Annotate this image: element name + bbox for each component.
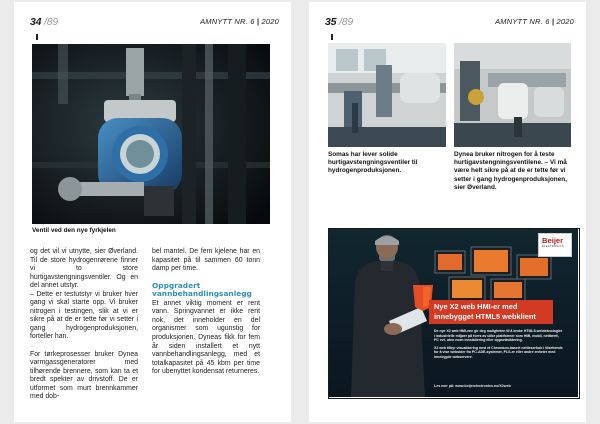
left-page-header: [30, 16, 279, 30]
text-column-1: [30, 248, 138, 402]
paragraph: Et annet viktig moment er rent vann. Springvannet er ikke rent nok, det inneholder en del organismer som ugunstig for produksjonen. Dyneas fikk for fem år siden installert et nytt vannbehandlingsanlegg, med et totalkapasitet på 45 kbm per time for ubenyttet kondensat returneres.: [152, 299, 260, 376]
header-rule: [331, 34, 333, 40]
ad-link[interactable]: Les mer på: www.beijerelectronics.no/X2web: [434, 384, 511, 388]
plant-photo-right: [454, 43, 571, 147]
text-column-2: [152, 248, 260, 377]
photo-caption-left: Somas har lever solide hurtigavstengningsventiler til hydrogenproduksjonen.: [328, 151, 418, 175]
photo-caption: Ventil ved den nye fyrkjelen: [32, 227, 116, 234]
photo-caption-right: Dynea bruker nitrogen for å teste hurtigavstengningsventilene. – Vi må være helt sikre på at de er tette før vi setter i gang hydrogenproduksjonen, sier Øverland.: [454, 151, 567, 191]
paragraph: bel mantel. De fem kjelene har en kapasitet på til sammen 60 tonn damp per time.: [152, 248, 260, 273]
ad-body-text: De nye X2 web HMI-ene gir deg muligheten til å bruke HTML5-webteknologier i industrielle miljøer på tvers av ulike plattformer som HMI, mobil, nettbrett, PC evt. uten noen innstallering eller oppsettsiktering. X2 web tilbyr visualisering med et Chromium-basert nettleserhub i tilsettende for å vise websider fra PC-ADE-systemer, PLS-er eller andre enheter med innebygde webservere.: [434, 329, 563, 359]
header-rule: [36, 34, 38, 40]
paragraph: For tørkeprosesser bruker Dynea varmgassgeneratorer med tilhørende brennere, som kan ta et bredt spekter av drivstoff. De er utformet som murt brennkammer med dob-: [30, 350, 138, 401]
plant-photo-left: [328, 43, 446, 147]
paragraph: – Dette er testutstyr vi bruker hver gang vi skal starte opp. Vi bruker nitrogen i testingen, slik at vi er sikre på at de er tette før vi setter i gang hydrogenproduksjonen, forteller han.: [30, 290, 138, 341]
section-heading: Oppgradert vannbehandlingsanlegg: [152, 280, 252, 299]
beijer-logo: Beijer ELECTRONICS: [538, 233, 572, 257]
page-number: 34 /89: [30, 16, 58, 28]
right-page: [309, 2, 586, 422]
magazine-issue: AMNYTT NR. 6 | 2020: [495, 17, 574, 26]
left-page: [14, 2, 291, 422]
magazine-issue: AMNYTT NR. 6 | 2020: [200, 17, 279, 26]
valve-photo: [32, 44, 270, 224]
paragraph: og det vil vi utnytte, sier Øverland. Til de store hydrogenrørene finner vi to store hurtigavstengningsventiler. Og en del annet utstyr.: [30, 248, 138, 290]
ad-headline: Nye X2 web HMI-er med innebygget HTML5 webklient: [429, 300, 553, 324]
beijer-advertisement[interactable]: [328, 228, 580, 399]
right-page-header: [325, 16, 574, 30]
page-number: 35 /89: [325, 16, 353, 28]
ad-background: [329, 229, 578, 397]
